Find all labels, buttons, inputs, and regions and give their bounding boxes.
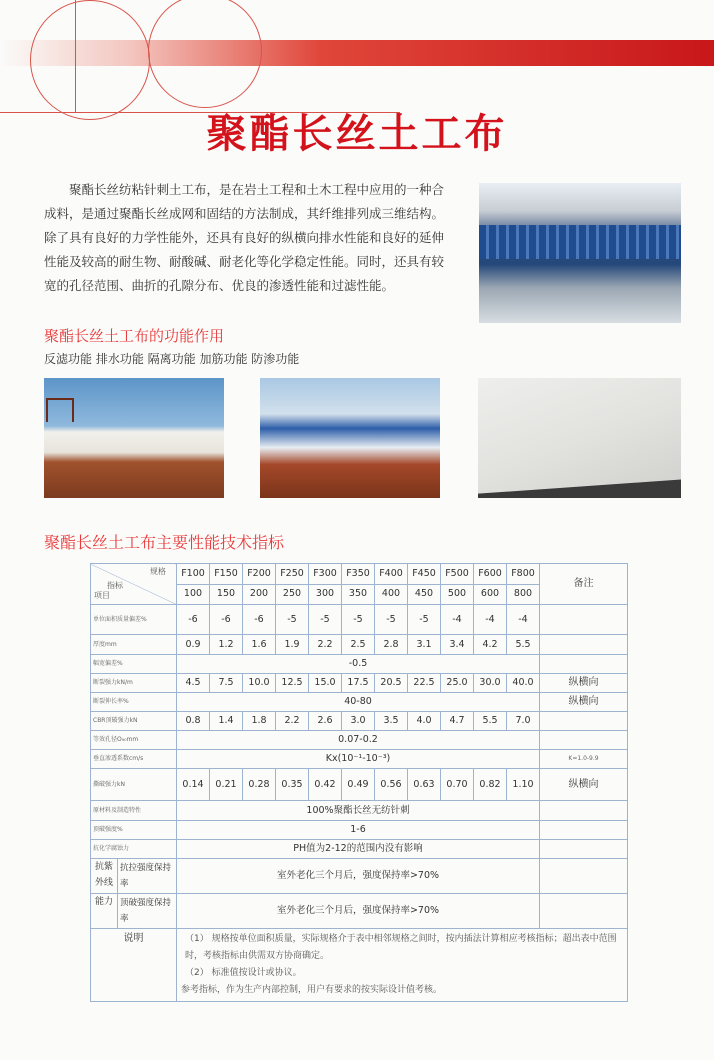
row-value: 3.4 (441, 635, 474, 655)
model-value: 450 (408, 584, 441, 605)
row-value: -5 (408, 605, 441, 635)
row-value: 0.56 (375, 769, 408, 801)
note-item: （2） 标准值按设计或协议。 (185, 968, 302, 978)
row-label: CBR顶破强力kN (91, 712, 177, 731)
uv-label-cell (91, 894, 177, 929)
row-value: 10.0 (243, 674, 276, 693)
decorative-circle (148, 0, 262, 108)
production-line-photo (479, 183, 681, 323)
row-value: 2.2 (276, 712, 309, 731)
crane-shape (46, 398, 74, 422)
row-label: 撕破强力kN (91, 769, 177, 801)
row-value: 0.28 (243, 769, 276, 801)
uv-group-label: 抗紫外线 (91, 859, 118, 893)
row-value: 0.8 (177, 712, 210, 731)
model-header: F250 (276, 564, 309, 585)
row-label: 等效孔径O₉₀mm (91, 731, 177, 750)
row-span-value: -0.5 (177, 655, 540, 674)
spec-row (91, 693, 628, 712)
uv-sub-label: 抗拉强度保持率 (120, 863, 172, 889)
row-value: -6 (243, 605, 276, 635)
model-header: F300 (309, 564, 342, 585)
row-value: -4 (507, 605, 540, 635)
model-value: 600 (474, 584, 507, 605)
uv-text: 室外老化三个月后，强度保持率>70% (177, 859, 540, 894)
row-value: 1.8 (243, 712, 276, 731)
spec-header-row (91, 564, 628, 585)
row-remark: K=1.0-9.9 (540, 750, 628, 769)
row-value: 2.5 (342, 635, 375, 655)
model-header: F350 (342, 564, 375, 585)
spec-row (91, 750, 628, 769)
row-label: 厚度mm (91, 635, 177, 655)
row-value: -5 (309, 605, 342, 635)
geotextile-closeup-photo (478, 378, 681, 498)
notes-row (91, 929, 628, 1002)
spec-row (91, 731, 628, 750)
model-value: 400 (375, 584, 408, 605)
row-value: 20.5 (375, 674, 408, 693)
construction-site-photo (44, 378, 224, 498)
row-value: 0.82 (474, 769, 507, 801)
uv-row (91, 859, 628, 894)
row-value: 17.5 (342, 674, 375, 693)
row-value: 3.1 (408, 635, 441, 655)
model-header: F100 (177, 564, 210, 585)
row-span-value: 1-6 (177, 821, 540, 840)
uv-group-label: 能力 (91, 894, 118, 928)
row-value: 1.9 (276, 635, 309, 655)
model-header: F200 (243, 564, 276, 585)
model-header: F150 (210, 564, 243, 585)
row-value: 3.0 (342, 712, 375, 731)
row-value: 30.0 (474, 674, 507, 693)
row-label: 单位面积质量偏差% (91, 605, 177, 635)
row-value: 0.63 (408, 769, 441, 801)
row-span-value: PH值为2-12的范围内没有影响 (177, 840, 540, 859)
row-value: -4 (474, 605, 507, 635)
spec-table-title: 聚酯长丝土工布主要性能技术指标 (44, 533, 285, 552)
row-value: 0.42 (309, 769, 342, 801)
spec-row (91, 769, 628, 801)
row-value: 7.0 (507, 712, 540, 731)
row-label: 幅宽偏差% (91, 655, 177, 674)
row-value: 1.10 (507, 769, 540, 801)
row-value: 4.7 (441, 712, 474, 731)
functions-title: 聚酯长丝土工布的功能作用 (44, 327, 225, 345)
model-value: 150 (210, 584, 243, 605)
row-span-value: 100%聚酯长丝无纺针刺 (177, 801, 540, 821)
row-value: 5.5 (507, 635, 540, 655)
row-value: 25.0 (441, 674, 474, 693)
header-diagonal-cell (91, 564, 177, 605)
row-remark (540, 840, 628, 859)
row-label: 抗化学腐蚀力 (91, 840, 177, 859)
row-value: 2.2 (309, 635, 342, 655)
row-value: 0.70 (441, 769, 474, 801)
uv-row (91, 894, 628, 929)
row-label: 顶破强度% (91, 821, 177, 840)
row-value: 4.0 (408, 712, 441, 731)
intro-paragraph: 聚酯长丝纺粘针刺土工布，是在岩土工程和土木工程中应用的一种合成料，是通过聚酯长丝成网和固结的方法制成，其纤维排列成三维结构。除了具有良好的力学性能外，还具有良好的纵横向排水性能和良好的延伸性能及较高的耐生物、耐酸碱、耐老化等化学稳定性能。同时，还具有较宽的孔径范围、曲折的孔隙分布、优良的渗透性能和过滤性能。 (44, 182, 445, 293)
row-span-value: 40-80 (177, 693, 540, 712)
row-value: 4.2 (474, 635, 507, 655)
spec-row (91, 801, 628, 821)
row-value: 1.6 (243, 635, 276, 655)
notes-content (177, 929, 628, 1002)
model-header: F500 (441, 564, 474, 585)
row-value: -6 (177, 605, 210, 635)
spec-row (91, 605, 628, 635)
row-value: 3.5 (375, 712, 408, 731)
model-value: 200 (243, 584, 276, 605)
model-header: F400 (375, 564, 408, 585)
decorative-line (75, 0, 76, 112)
note-item: （1） 规格按单位面积质量，实际规格介于表中相邻规格之间时，按内插法计算相应考核指标；超出表中范围时，考核指标由供需双方协商确定。 (185, 934, 617, 961)
row-value: 0.35 (276, 769, 309, 801)
row-remark (540, 731, 628, 750)
uv-remark (540, 894, 628, 929)
remark-header: 备注 (540, 564, 628, 605)
row-label: 原材料及制造特性 (91, 801, 177, 821)
row-value: 12.5 (276, 674, 309, 693)
uv-text: 室外老化三个月后，强度保持率>70% (177, 894, 540, 929)
model-value: 300 (309, 584, 342, 605)
spec-table (90, 563, 628, 1002)
spec-row (91, 712, 628, 731)
model-value: 100 (177, 584, 210, 605)
row-value: 40.0 (507, 674, 540, 693)
row-remark (540, 712, 628, 731)
row-remark: 纵横向 (540, 769, 628, 801)
model-value: 500 (441, 584, 474, 605)
row-value: -5 (342, 605, 375, 635)
model-header: F600 (474, 564, 507, 585)
row-value: 2.8 (375, 635, 408, 655)
row-label: 断裂伸长率% (91, 693, 177, 712)
header-diag-mid: 指标 (107, 581, 123, 590)
row-value: 0.21 (210, 769, 243, 801)
row-value: -4 (441, 605, 474, 635)
row-remark (540, 821, 628, 840)
spec-row (91, 840, 628, 859)
embankment-photo (260, 378, 440, 498)
row-remark: 纵横向 (540, 693, 628, 712)
row-value: 2.6 (309, 712, 342, 731)
model-header: F800 (507, 564, 540, 585)
spec-row (91, 655, 628, 674)
row-remark (540, 605, 628, 635)
row-span-value: Kx(10⁻¹-10⁻³) (177, 750, 540, 769)
row-value: 5.5 (474, 712, 507, 731)
row-value: 1.4 (210, 712, 243, 731)
row-value: -5 (375, 605, 408, 635)
header-diag-top: 规格 (150, 567, 166, 576)
row-remark (540, 655, 628, 674)
row-label: 垂直渗透系数cm/s (91, 750, 177, 769)
spec-row (91, 674, 628, 693)
row-value: -5 (276, 605, 309, 635)
notes-label: 说明 (91, 929, 177, 1002)
functions-list: 反滤功能 排水功能 隔离功能 加筋功能 防渗功能 (44, 352, 300, 366)
model-value: 800 (507, 584, 540, 605)
header-diag-bot: 项目 (94, 591, 110, 600)
row-value: 0.14 (177, 769, 210, 801)
row-value: 0.49 (342, 769, 375, 801)
model-value: 350 (342, 584, 375, 605)
row-value: 15.0 (309, 674, 342, 693)
row-value: 1.2 (210, 635, 243, 655)
row-value: 22.5 (408, 674, 441, 693)
row-label: 断裂强力kN/m (91, 674, 177, 693)
page-title: 聚酯长丝土工布 (206, 111, 508, 157)
spec-row (91, 635, 628, 655)
row-span-value: 0.07-0.2 (177, 731, 540, 750)
row-remark: 纵横向 (540, 674, 628, 693)
row-remark (540, 801, 628, 821)
row-value: 0.9 (177, 635, 210, 655)
uv-sub-label: 顶破强度保持率 (120, 898, 172, 924)
spec-row (91, 821, 628, 840)
row-value: 4.5 (177, 674, 210, 693)
model-header: F450 (408, 564, 441, 585)
row-value: -6 (210, 605, 243, 635)
spinneret-row (479, 225, 681, 259)
row-remark (540, 635, 628, 655)
uv-remark (540, 859, 628, 894)
uv-label-cell (91, 859, 177, 894)
row-value: 7.5 (210, 674, 243, 693)
note-item: 参考指标，作为生产内部控制，用户有要求的按实际设计值考核。 (181, 985, 443, 995)
model-value: 250 (276, 584, 309, 605)
